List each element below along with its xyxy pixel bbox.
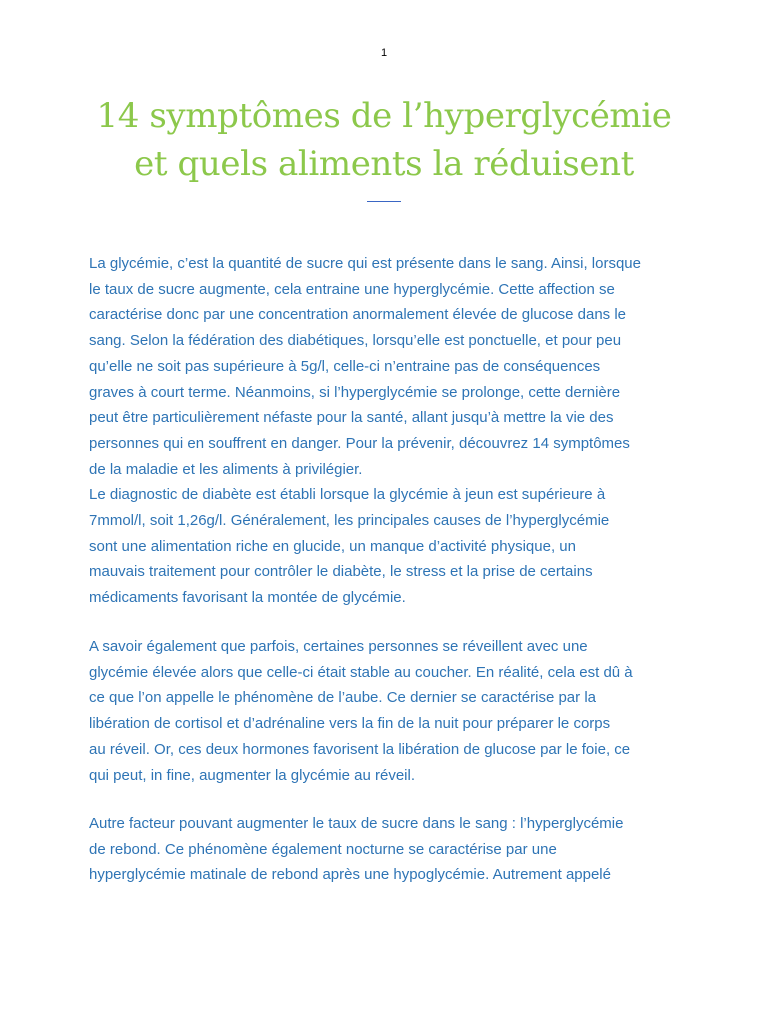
text-line: de rebond. Ce phénomène également nocturne se caractérise par une (89, 840, 557, 858)
rebound-paragraph (89, 811, 689, 888)
text-line: médicaments favorisant la montée de glycémie. (89, 589, 406, 607)
text-line: glycémie élevée alors que celle-ci était stable au coucher. En réalité, cela est dû à (89, 663, 633, 681)
text-line: le taux de sucre augmente, cela entraine une hyperglycémie. Cette affection se (89, 280, 615, 298)
text-line: 7mmol/l, soit 1,26g/l. Généralement, les principales causes de l’hyperglycémie (89, 512, 610, 530)
text-line: personnes qui en souffrent en danger. Pour la prévenir, découvrez 14 symptômes (89, 434, 630, 452)
page-title (60, 92, 708, 188)
intro-paragraph (89, 251, 689, 611)
text-line: Autre facteur pouvant augmenter le taux de sucre dans le sang : l’hyperglycémie (89, 815, 624, 832)
text-line: ce que l’on appelle le phénomène de l’aube. Ce dernier se caractérise par la (89, 689, 596, 707)
text-line: sang. Selon la fédération des diabétiques, lorsqu’elle est ponctuelle, et pour peu (89, 332, 622, 350)
text-line: A savoir également que parfois, certaines personnes se réveillent avec une (89, 638, 588, 655)
text-line: graves à court terme. Néanmoins, si l’hyperglycémie se prolonge, cette dernière (89, 383, 621, 401)
title-line: et quels aliments la réduisent (134, 144, 634, 184)
text-line: qu’elle ne soit pas supérieure à 5g/l, celle-ci n’entraine pas de conséquences (89, 357, 601, 375)
title-underline-rule (367, 201, 401, 202)
text-line: peut être particulièrement néfaste pour la santé, allant jusqu’à mettre la vie des (89, 409, 614, 427)
text-line: au réveil. Or, ces deux hormones favorisent la libération de glucose par le foie, ce (89, 740, 631, 758)
text-line: hyperglycémie matinale de rebond après une hypoglycémie. Autrement appelé (89, 866, 611, 884)
title-line: 14 symptômes de l’hyperglycémie (96, 96, 672, 136)
text-line: mauvais traitement pour contrôler le diabète, le stress et la prise de certains (89, 563, 593, 581)
page-number: 1 (380, 47, 388, 59)
text-line: sont une alimentation riche en glucide, un manque d’activité physique, un (89, 537, 576, 555)
text-line: La glycémie, c’est la quantité de sucre qui est présente dans le sang. Ainsi, lorsque (89, 255, 641, 272)
dawn-phenomenon-paragraph (89, 634, 689, 788)
text-line: qui peut, in fine, augmenter la glycémie au réveil. (89, 766, 416, 784)
text-line: caractérise donc par une concentration anormalement élevée de glucose dans le (89, 306, 626, 324)
text-line: libération de cortisol et d’adrénaline vers la fin de la nuit pour préparer le corps (89, 715, 611, 733)
text-line: de la maladie et les aliments à privilégier. (89, 460, 363, 478)
text-line: Le diagnostic de diabète est établi lorsque la glycémie à jeun est supérieure à (89, 486, 606, 504)
